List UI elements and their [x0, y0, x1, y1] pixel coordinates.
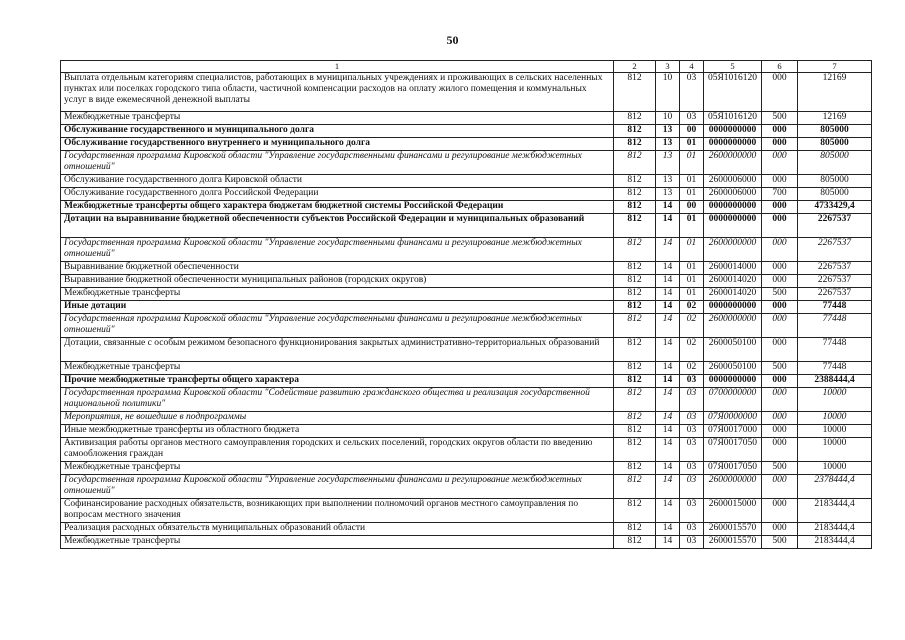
cell-expense-type: 000	[762, 301, 798, 314]
cell-expense-type: 000	[762, 214, 798, 238]
cell-subsection-code: 03	[680, 499, 704, 523]
table-row	[61, 362, 872, 375]
cell-amount: 2183444,4	[798, 536, 872, 549]
row-name: Государственная программа Кировской области "Управление государственными финансами и регулирование межбюджетных отношений"	[61, 314, 614, 338]
cell-section-code: 10	[656, 73, 680, 112]
cell-subsection-code: 01	[680, 288, 704, 301]
cell-expense-type: 000	[762, 275, 798, 288]
cell-amount: 10000	[798, 438, 872, 462]
cell-expense-type: 500	[762, 288, 798, 301]
cell-expense-type: 000	[762, 73, 798, 112]
cell-section-code: 14	[656, 201, 680, 214]
cell-target-article: 2600006000	[704, 175, 762, 188]
cell-expense-type: 000	[762, 412, 798, 425]
table-header-row	[61, 61, 872, 73]
cell-ministry-code: 812	[614, 412, 656, 425]
cell-expense-type: 500	[762, 362, 798, 375]
table-row	[61, 375, 872, 388]
cell-amount: 2267537	[798, 238, 872, 262]
table-row	[61, 499, 872, 523]
cell-expense-type: 000	[762, 201, 798, 214]
cell-ministry-code: 812	[614, 375, 656, 388]
cell-expense-type: 700	[762, 188, 798, 201]
cell-amount: 10000	[798, 425, 872, 438]
row-name: Активизация работы органов местного самоуправления городских и сельских поселений, городских округов области по введению самообложения граждан	[61, 438, 614, 462]
row-name: Дотации, связанные с особым режимом безопасного функционирования закрытых административно-территориальных образований	[61, 338, 614, 362]
cell-subsection-code: 02	[680, 338, 704, 362]
row-name: Иные межбюджетные трансферты из областного бюджета	[61, 425, 614, 438]
cell-subsection-code: 03	[680, 523, 704, 536]
cell-subsection-code: 01	[680, 188, 704, 201]
cell-subsection-code: 01	[680, 175, 704, 188]
cell-section-code: 14	[656, 499, 680, 523]
row-name: Софинансирование расходных обязательств, возникающих при выполнении полномочий органов местного самоуправления по вопросам местного значения	[61, 499, 614, 523]
cell-ministry-code: 812	[614, 438, 656, 462]
table-row	[61, 288, 872, 301]
cell-target-article: 2600015570	[704, 523, 762, 536]
cell-target-article: 2600015570	[704, 536, 762, 549]
row-name: Обслуживание государственного и муниципального долга	[61, 125, 614, 138]
table-row	[61, 536, 872, 549]
table-row	[61, 138, 872, 151]
cell-amount: 77448	[798, 338, 872, 362]
row-name: Обслуживание государственного долга Российской Федерации	[61, 188, 614, 201]
cell-section-code: 14	[656, 338, 680, 362]
cell-subsection-code: 03	[680, 388, 704, 412]
column-header: 2	[614, 61, 656, 73]
table-row	[61, 388, 872, 412]
cell-ministry-code: 812	[614, 175, 656, 188]
table-row	[61, 175, 872, 188]
row-name: Выплата отдельным категориям специалистов, работающих в муниципальных учреждениях и проживающих в сельских населенных пунктах или поселках городского типа области, частичной компенсации расходов на оплату жилого помещения и коммунальных услуг в виде ежемесячной денежной выплаты	[61, 73, 614, 112]
cell-amount: 805000	[798, 151, 872, 175]
cell-ministry-code: 812	[614, 112, 656, 125]
cell-target-article: 2600014020	[704, 275, 762, 288]
row-name: Государственная программа Кировской области "Управление государственными финансами и регулирование межбюджетных отношений"	[61, 151, 614, 175]
column-header: 4	[680, 61, 704, 73]
cell-expense-type: 500	[762, 112, 798, 125]
cell-amount: 805000	[798, 188, 872, 201]
cell-ministry-code: 812	[614, 388, 656, 412]
cell-section-code: 10	[656, 112, 680, 125]
table-row	[61, 238, 872, 262]
cell-expense-type: 000	[762, 499, 798, 523]
cell-target-article: 07Я0017050	[704, 462, 762, 475]
cell-amount: 2267537	[798, 288, 872, 301]
cell-target-article: 05Я1016120	[704, 112, 762, 125]
cell-target-article: 0000000000	[704, 138, 762, 151]
row-name: Мероприятия, не вошедшие в подпрограммы	[61, 412, 614, 425]
cell-expense-type: 000	[762, 388, 798, 412]
cell-target-article: 0000000000	[704, 375, 762, 388]
row-name: Обслуживание государственного внутреннего и муниципального долга	[61, 138, 614, 151]
cell-section-code: 14	[656, 214, 680, 238]
row-name: Межбюджетные трансферты	[61, 362, 614, 375]
cell-expense-type: 000	[762, 238, 798, 262]
cell-amount: 2183444,4	[798, 523, 872, 536]
cell-ministry-code: 812	[614, 201, 656, 214]
cell-amount: 2378444,4	[798, 475, 872, 499]
cell-expense-type: 500	[762, 462, 798, 475]
row-name: Обслуживание государственного долга Кировской области	[61, 175, 614, 188]
cell-ministry-code: 812	[614, 314, 656, 338]
table-row	[61, 214, 872, 238]
row-name: Межбюджетные трансферты	[61, 536, 614, 549]
cell-expense-type: 000	[762, 438, 798, 462]
cell-expense-type: 000	[762, 175, 798, 188]
cell-section-code: 14	[656, 238, 680, 262]
cell-subsection-code: 00	[680, 125, 704, 138]
cell-ministry-code: 812	[614, 425, 656, 438]
cell-section-code: 14	[656, 388, 680, 412]
cell-target-article: 2600000000	[704, 314, 762, 338]
cell-amount: 2267537	[798, 262, 872, 275]
cell-section-code: 14	[656, 462, 680, 475]
cell-section-code: 13	[656, 125, 680, 138]
row-name: Реализация расходных обязательств муниципальных образований области	[61, 523, 614, 536]
cell-expense-type: 000	[762, 314, 798, 338]
table-row	[61, 275, 872, 288]
table-row	[61, 425, 872, 438]
cell-section-code: 14	[656, 425, 680, 438]
cell-ministry-code: 812	[614, 499, 656, 523]
cell-subsection-code: 03	[680, 475, 704, 499]
cell-amount: 805000	[798, 175, 872, 188]
row-name: Государственная программа Кировской области "Содействие развитию гражданского общества и реализация государственной национальной политики"	[61, 388, 614, 412]
cell-ministry-code: 812	[614, 338, 656, 362]
cell-subsection-code: 00	[680, 201, 704, 214]
column-header: 6	[762, 61, 798, 73]
cell-expense-type: 000	[762, 425, 798, 438]
cell-section-code: 14	[656, 262, 680, 275]
cell-subsection-code: 03	[680, 438, 704, 462]
cell-target-article: 2600006000	[704, 188, 762, 201]
cell-amount: 4733429,4	[798, 201, 872, 214]
cell-expense-type: 000	[762, 375, 798, 388]
table-row	[61, 462, 872, 475]
cell-target-article: 07Я0017050	[704, 438, 762, 462]
cell-ministry-code: 812	[614, 188, 656, 201]
cell-ministry-code: 812	[614, 462, 656, 475]
cell-ministry-code: 812	[614, 301, 656, 314]
column-header: 1	[61, 61, 614, 73]
cell-amount: 77448	[798, 362, 872, 375]
cell-section-code: 14	[656, 288, 680, 301]
row-name: Межбюджетные трансферты	[61, 112, 614, 125]
row-name: Дотации на выравнивание бюджетной обеспеченности субъектов Российской Федерации и муниципальных образований	[61, 214, 614, 238]
cell-section-code: 13	[656, 151, 680, 175]
cell-amount: 2183444,4	[798, 499, 872, 523]
budget-table	[60, 60, 872, 549]
cell-target-article: 2600015000	[704, 499, 762, 523]
cell-amount: 2267537	[798, 275, 872, 288]
table-row	[61, 188, 872, 201]
table-row	[61, 125, 872, 138]
cell-section-code: 14	[656, 362, 680, 375]
cell-target-article: 2600050100	[704, 338, 762, 362]
row-name: Иные дотации	[61, 301, 614, 314]
cell-ministry-code: 812	[614, 288, 656, 301]
cell-section-code: 14	[656, 523, 680, 536]
column-header: 5	[704, 61, 762, 73]
cell-section-code: 14	[656, 438, 680, 462]
column-header: 3	[656, 61, 680, 73]
table-row	[61, 73, 872, 112]
cell-subsection-code: 03	[680, 375, 704, 388]
cell-target-article: 07Я0017000	[704, 425, 762, 438]
cell-expense-type: 000	[762, 138, 798, 151]
cell-expense-type: 000	[762, 151, 798, 175]
row-name: Выравнивание бюджетной обеспеченности	[61, 262, 614, 275]
cell-section-code: 14	[656, 275, 680, 288]
row-name: Межбюджетные трансферты	[61, 462, 614, 475]
cell-section-code: 13	[656, 188, 680, 201]
cell-amount: 12169	[798, 73, 872, 112]
cell-subsection-code: 01	[680, 138, 704, 151]
cell-ministry-code: 812	[614, 138, 656, 151]
cell-subsection-code: 01	[680, 238, 704, 262]
cell-section-code: 13	[656, 138, 680, 151]
cell-subsection-code: 03	[680, 412, 704, 425]
cell-target-article: 0000000000	[704, 125, 762, 138]
cell-subsection-code: 01	[680, 151, 704, 175]
row-name: Прочие межбюджетные трансферты общего характера	[61, 375, 614, 388]
cell-ministry-code: 812	[614, 262, 656, 275]
cell-subsection-code: 01	[680, 275, 704, 288]
cell-subsection-code: 02	[680, 362, 704, 375]
cell-target-article: 05Я1016120	[704, 73, 762, 112]
cell-target-article: 2600014000	[704, 262, 762, 275]
cell-target-article: 07Я0000000	[704, 412, 762, 425]
cell-section-code: 14	[656, 412, 680, 425]
cell-expense-type: 500	[762, 536, 798, 549]
cell-expense-type: 000	[762, 338, 798, 362]
cell-subsection-code: 02	[680, 314, 704, 338]
row-name: Межбюджетные трансферты	[61, 288, 614, 301]
cell-ministry-code: 812	[614, 125, 656, 138]
table-row	[61, 475, 872, 499]
cell-expense-type: 000	[762, 125, 798, 138]
table-body	[61, 61, 872, 549]
cell-target-article: 2600000000	[704, 151, 762, 175]
cell-amount: 10000	[798, 462, 872, 475]
cell-ministry-code: 812	[614, 475, 656, 499]
cell-section-code: 14	[656, 475, 680, 499]
cell-target-article: 0000000000	[704, 214, 762, 238]
cell-ministry-code: 812	[614, 238, 656, 262]
cell-subsection-code: 01	[680, 262, 704, 275]
cell-target-article: 2600000000	[704, 475, 762, 499]
cell-target-article: 2600050100	[704, 362, 762, 375]
page-number: 50	[446, 33, 459, 47]
cell-ministry-code: 812	[614, 151, 656, 175]
table-row	[61, 523, 872, 536]
cell-ministry-code: 812	[614, 362, 656, 375]
table-row	[61, 412, 872, 425]
cell-target-article: 2600014020	[704, 288, 762, 301]
cell-amount: 2267537	[798, 214, 872, 238]
cell-section-code: 14	[656, 314, 680, 338]
cell-target-article: 0000000000	[704, 301, 762, 314]
column-header: 7	[798, 61, 872, 73]
table-row	[61, 262, 872, 275]
cell-ministry-code: 812	[614, 275, 656, 288]
cell-subsection-code: 03	[680, 462, 704, 475]
table-row	[61, 112, 872, 125]
cell-target-article: 2600000000	[704, 238, 762, 262]
cell-amount: 805000	[798, 138, 872, 151]
cell-expense-type: 000	[762, 475, 798, 499]
cell-ministry-code: 812	[614, 73, 656, 112]
table-row	[61, 151, 872, 175]
cell-section-code: 14	[656, 301, 680, 314]
row-name: Государственная программа Кировской области "Управление государственными финансами и регулирование межбюджетных отношений"	[61, 475, 614, 499]
row-name: Государственная программа Кировской области "Управление государственными финансами и регулирование межбюджетных отношений"	[61, 238, 614, 262]
table-row	[61, 314, 872, 338]
table-row	[61, 201, 872, 214]
cell-target-article: 0000000000	[704, 201, 762, 214]
cell-amount: 10000	[798, 388, 872, 412]
cell-subsection-code: 03	[680, 112, 704, 125]
cell-target-article: 0700000000	[704, 388, 762, 412]
cell-subsection-code: 01	[680, 214, 704, 238]
cell-subsection-code: 03	[680, 73, 704, 112]
cell-expense-type: 000	[762, 523, 798, 536]
cell-amount: 10000	[798, 412, 872, 425]
cell-amount: 77448	[798, 301, 872, 314]
cell-amount: 805000	[798, 125, 872, 138]
cell-section-code: 14	[656, 536, 680, 549]
table-row	[61, 338, 872, 362]
cell-amount: 2388444,4	[798, 375, 872, 388]
cell-subsection-code: 03	[680, 425, 704, 438]
cell-section-code: 14	[656, 375, 680, 388]
cell-ministry-code: 812	[614, 536, 656, 549]
cell-subsection-code: 02	[680, 301, 704, 314]
cell-ministry-code: 812	[614, 214, 656, 238]
row-name: Межбюджетные трансферты общего характера бюджетам бюджетной системы Российской Федерации	[61, 201, 614, 214]
cell-amount: 77448	[798, 314, 872, 338]
cell-ministry-code: 812	[614, 523, 656, 536]
row-name: Выравнивание бюджетной обеспеченности муниципальных районов (городских округов)	[61, 275, 614, 288]
table-row	[61, 438, 872, 462]
cell-subsection-code: 03	[680, 536, 704, 549]
table-row	[61, 301, 872, 314]
cell-amount: 12169	[798, 112, 872, 125]
cell-section-code: 13	[656, 175, 680, 188]
cell-expense-type: 000	[762, 262, 798, 275]
